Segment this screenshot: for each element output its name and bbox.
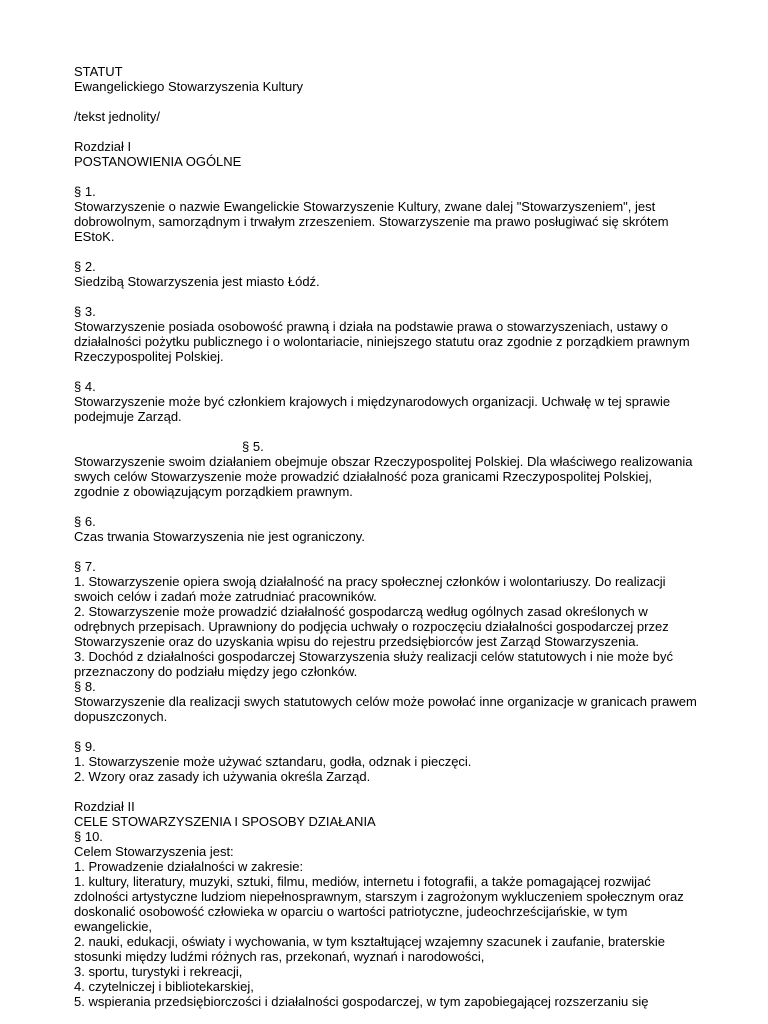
chapter-label: Rozdział I <box>74 139 132 154</box>
paragraph-10 <box>74 829 714 1009</box>
paragraph-line: Stowarzyszenie swoim działaniem obejmuje obszar Rzeczypospolitej Polskiej. Dla właściwego realizowania <box>74 454 693 469</box>
paragraph-number: § 1. <box>74 184 96 199</box>
paragraph-line: odrębnych przepisach. Uprawniony do podjęcia uchwały o rozpoczęciu działalności gospodarczej przez <box>74 619 669 634</box>
paragraph-line: Stowarzyszenie może być członkiem krajowych i międzynarodowych organizacji. Uchwałę w tej sprawie <box>74 394 671 409</box>
paragraph-line: 2. Stowarzyszenie może prowadzić działalność gospodarczą według ogólnych zasad określonych w <box>74 604 648 619</box>
paragraph-line: Stowarzyszenie posiada osobowość prawną i działa na podstawie prawa o stowarzyszeniach, ustawy o <box>74 319 668 334</box>
paragraph-line: swoich celów i zadań może zatrudniać pracowników. <box>74 589 377 604</box>
paragraph-line: Stowarzyszenie oraz do uzyskania wpisu do rejestru przedsiębiorców jest Zarząd Stowarzyszenia. <box>74 634 640 649</box>
paragraph-line: Stowarzyszenie o nazwie Ewangelickie Stowarzyszenie Kultury, zwane dalej "Stowarzyszeniem", jest <box>74 199 656 214</box>
paragraph-line: 1. Stowarzyszenie może używać sztandaru, godła, odznak i pieczęci. <box>74 754 472 769</box>
document-header <box>74 64 714 94</box>
paragraph-line: zdolności artystyczne ludziom niepełnosprawnym, starszym i zagrożonym wykluczeniem społecznym oraz <box>74 889 684 904</box>
paragraph-line: ewangelickie, <box>74 919 153 934</box>
paragraph-number: § 10. <box>74 829 103 844</box>
paragraph-line: Czas trwania Stowarzyszenia nie jest ograniczony. <box>74 529 365 544</box>
paragraph-line: Celem Stowarzyszenia jest: <box>74 844 234 859</box>
document-note <box>74 109 714 124</box>
paragraph-line: dopuszczonych. <box>74 709 168 724</box>
paragraph-6 <box>74 514 714 544</box>
chapter-2-heading <box>74 799 714 829</box>
paragraph-line: stosunki między ludźmi różnych ras, przekonań, wyznań i narodowości, <box>74 949 485 964</box>
paragraph-4 <box>74 379 714 424</box>
paragraph-line: Stowarzyszenie dla realizacji swych statutowych celów może powołać inne organizacje w granicach prawem <box>74 694 697 709</box>
paragraph-line: 4. czytelniczej i bibliotekarskiej, <box>74 979 254 994</box>
paragraph-line: 3. Dochód z działalności gospodarczej Stowarzyszenia służy realizacji celów statutowych i nie może być <box>74 649 673 664</box>
note-text: /tekst jednolity/ <box>74 109 160 124</box>
paragraph-number: § 3. <box>74 304 96 319</box>
paragraph-2 <box>74 259 714 289</box>
paragraph-5 <box>74 439 714 499</box>
paragraph-line: zgodnie z obowiązującym porządkiem prawnym. <box>74 484 353 499</box>
paragraph-number: § 2. <box>74 259 96 274</box>
paragraph-line: dobrowolnym, samorządnym i trwałym zrzeszeniem. Stowarzyszenie ma prawo posługiwać się skrótem <box>74 214 669 229</box>
paragraph-line: doskonalić osobowość człowieka w oparciu o wartości patriotyczne, judeochrześcijańskie, w tym <box>74 904 628 919</box>
chapter-title: CELE STOWARZYSZENIA I SPOSOBY DZIAŁANIA <box>74 814 376 829</box>
document-title: STATUT <box>74 64 123 79</box>
paragraph-9 <box>74 739 714 784</box>
document-page <box>74 64 714 1024</box>
paragraph-line: 1. kultury, literatury, muzyki, sztuki, filmu, mediów, internetu i fotografii, a także pomagającej rozwijać <box>74 874 651 889</box>
paragraph-line: podejmuje Zarząd. <box>74 409 182 424</box>
paragraph-number: § 5. <box>242 439 264 454</box>
paragraph-line: 1. Stowarzyszenie opiera swoją działalność na pracy społecznej członków i wolontariuszy. Do realizacji <box>74 574 666 589</box>
paragraph-number: § 9. <box>74 739 96 754</box>
document-subtitle: Ewangelickiego Stowarzyszenia Kultury <box>74 79 304 94</box>
paragraph-7 <box>74 559 714 679</box>
paragraph-line: 2. Wzory oraz zasady ich używania określa Zarząd. <box>74 769 371 784</box>
paragraph-1 <box>74 184 714 244</box>
paragraph-3 <box>74 304 714 364</box>
paragraph-number: § 8. <box>74 679 96 694</box>
paragraph-line: 2. nauki, edukacji, oświaty i wychowania, w tym kształtującej wzajemny szacunek i zaufanie, braterskie <box>74 934 666 949</box>
paragraph-number: § 6. <box>74 514 96 529</box>
paragraph-line: 1. Prowadzenie działalności w zakresie: <box>74 859 304 874</box>
paragraph-8 <box>74 679 714 724</box>
paragraph-number: § 7. <box>74 559 96 574</box>
paragraph-number: § 4. <box>74 379 96 394</box>
chapter-label: Rozdział II <box>74 799 135 814</box>
paragraph-line: przeznaczony do podziału między jego członków. <box>74 664 358 679</box>
paragraph-line: Siedzibą Stowarzyszenia jest miasto Łódź. <box>74 274 320 289</box>
paragraph-line: 5. wspierania przedsiębiorczości i działalności gospodarczej, w tym zapobiegającej rozszerzaniu się <box>74 994 649 1009</box>
paragraph-line: 3. sportu, turystyki i rekreacji, <box>74 964 243 979</box>
chapter-1-heading <box>74 139 714 169</box>
paragraph-line: swych celów Stowarzyszenie może prowadzić działalność poza granicami Rzeczypospolitej Polskiej, <box>74 469 653 484</box>
paragraph-line: działalności pożytku publicznego i o wolontariacie, niniejszego statutu oraz zgodnie z porządkiem prawnym <box>74 334 690 349</box>
paragraph-line: Rzeczypospolitej Polskiej. <box>74 349 224 364</box>
chapter-title: POSTANOWIENIA OGÓLNE <box>74 154 242 169</box>
paragraph-line: EStoK. <box>74 229 115 244</box>
